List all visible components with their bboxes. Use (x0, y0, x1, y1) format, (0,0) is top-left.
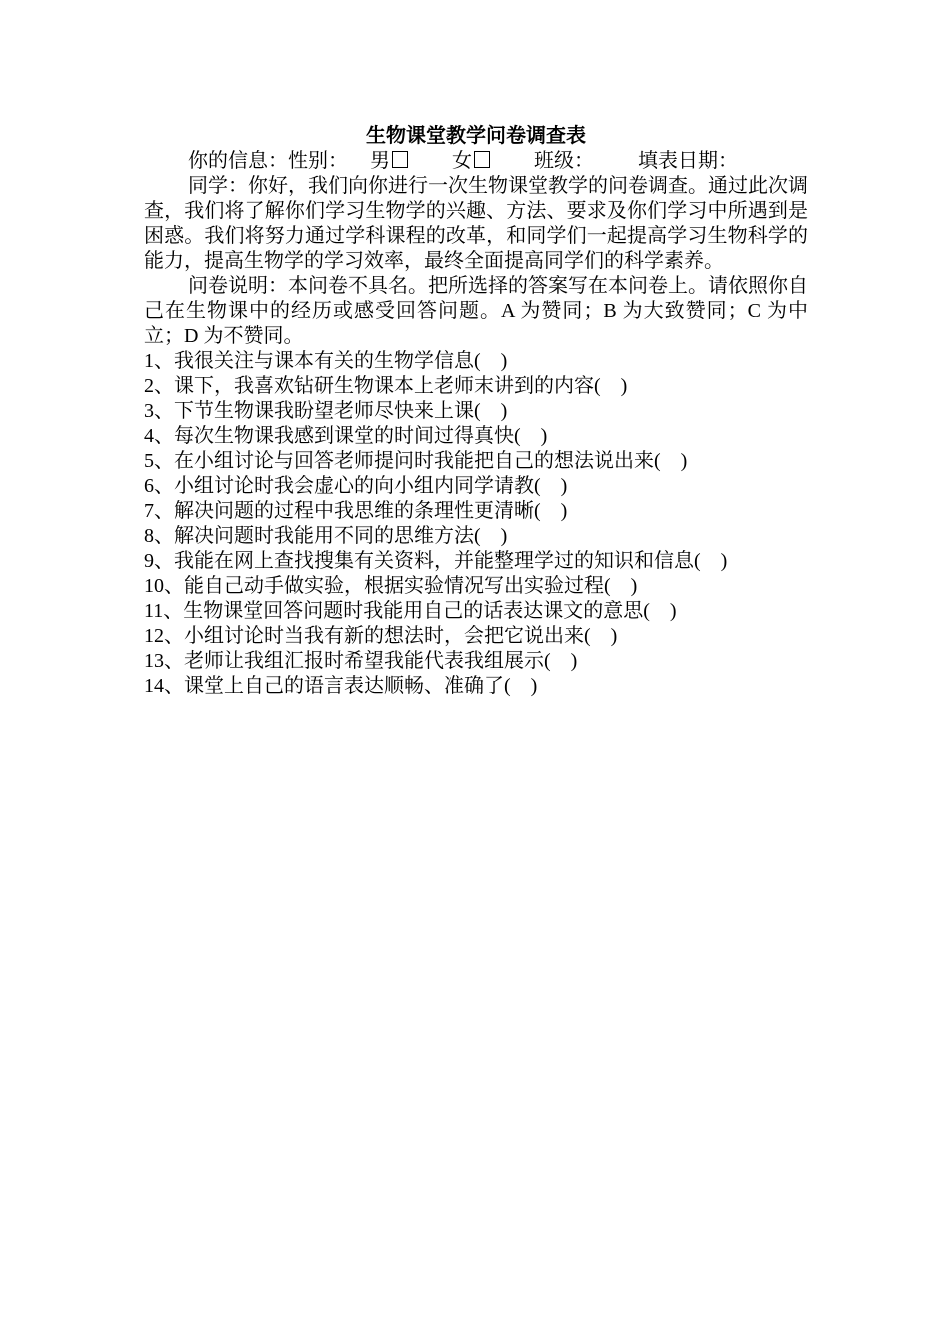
answer-blank[interactable]: ( ) (504, 675, 538, 697)
answer-blank[interactable]: ( ) (594, 375, 628, 397)
question-item (144, 424, 808, 449)
female-checkbox[interactable] (474, 151, 490, 168)
info-label: 你的信息：性别： (188, 150, 348, 172)
question-text: 7、解决问题的过程中我思维的条理性更清晰 (144, 500, 534, 522)
answer-blank[interactable]: ( ) (474, 525, 508, 547)
answer-blank[interactable]: ( ) (474, 400, 508, 422)
answer-blank[interactable]: ( ) (694, 550, 728, 572)
question-text: 1、我很关注与课本有关的生物学信息 (144, 350, 474, 372)
question-text: 12、小组讨论时当我有新的想法时，会把它说出来 (144, 625, 584, 647)
question-item (144, 649, 808, 674)
class-label: 班级： (534, 150, 594, 172)
question-text: 14、课堂上自己的语言表达顺畅、准确了 (144, 675, 504, 697)
question-item (144, 524, 808, 549)
question-item (144, 549, 808, 574)
question-text: 10、能自己动手做实验，根据实验情况写出实验过程 (144, 575, 604, 597)
question-list (144, 349, 808, 699)
instructions-paragraph: 问卷说明：本问卷不具名。把所选择的答案写在本问卷上。请依照你自己在生物课中的经历或感受回答问题。A 为赞同；B 为大致赞同；C 为中立；D 为不赞同。 (144, 275, 808, 347)
question-item (144, 449, 808, 474)
question-text: 4、每次生物课我感到课堂的时间过得真快 (144, 425, 514, 447)
question-item (144, 399, 808, 424)
question-text: 13、老师让我组汇报时希望我能代表我组展示 (144, 650, 544, 672)
answer-blank[interactable]: ( ) (604, 575, 638, 597)
answer-blank[interactable]: ( ) (544, 650, 578, 672)
date-label: 填表日期： (638, 150, 738, 172)
document-page (144, 124, 808, 699)
question-text: 11、生物课堂回答问题时我能用自己的话表达课文的意思 (144, 600, 644, 622)
answer-blank[interactable]: ( ) (534, 500, 568, 522)
question-item (144, 474, 808, 499)
male-label: 男 (370, 150, 390, 172)
question-item (144, 574, 808, 599)
question-text: 8、解决问题时我能用不同的思维方法 (144, 525, 474, 547)
question-item (144, 624, 808, 649)
question-text: 5、在小组讨论与回答老师提问时我能把自己的想法说出来 (144, 450, 654, 472)
question-text: 9、我能在网上查找搜集有关资料，并能整理学过的知识和信息 (144, 550, 694, 572)
question-text: 6、小组讨论时我会虚心的向小组内同学请教 (144, 475, 534, 497)
document-title: 生物课堂教学问卷调查表 (366, 125, 586, 147)
question-item (144, 674, 808, 699)
question-text: 3、下节生物课我盼望老师尽快来上课 (144, 400, 474, 422)
male-checkbox[interactable] (392, 151, 408, 168)
answer-blank[interactable]: ( ) (643, 600, 677, 622)
answer-blank[interactable]: ( ) (584, 625, 618, 647)
female-label: 女 (452, 150, 472, 172)
question-text: 2、课下，我喜欢钻研生物课本上老师末讲到的内容 (144, 375, 594, 397)
answer-blank[interactable]: ( ) (534, 475, 568, 497)
question-item (144, 374, 808, 399)
question-item (144, 349, 808, 374)
answer-blank[interactable]: ( ) (474, 350, 508, 372)
answer-blank[interactable]: ( ) (654, 450, 688, 472)
question-item (144, 499, 808, 524)
info-line (144, 149, 808, 174)
question-item (144, 599, 808, 624)
answer-blank[interactable]: ( ) (514, 425, 548, 447)
intro-paragraph: 同学：你好，我们向你进行一次生物课堂教学的问卷调查。通过此次调查，我们将了解你们学习生物学的兴趣、方法、要求及你们学习中所遇到是困惑。我们将努力通过学科课程的改革，和同学们一起提高学习生物科学的能力，提高生物学的学习效率，最终全面提高同学们的科学素养。 (144, 175, 808, 272)
